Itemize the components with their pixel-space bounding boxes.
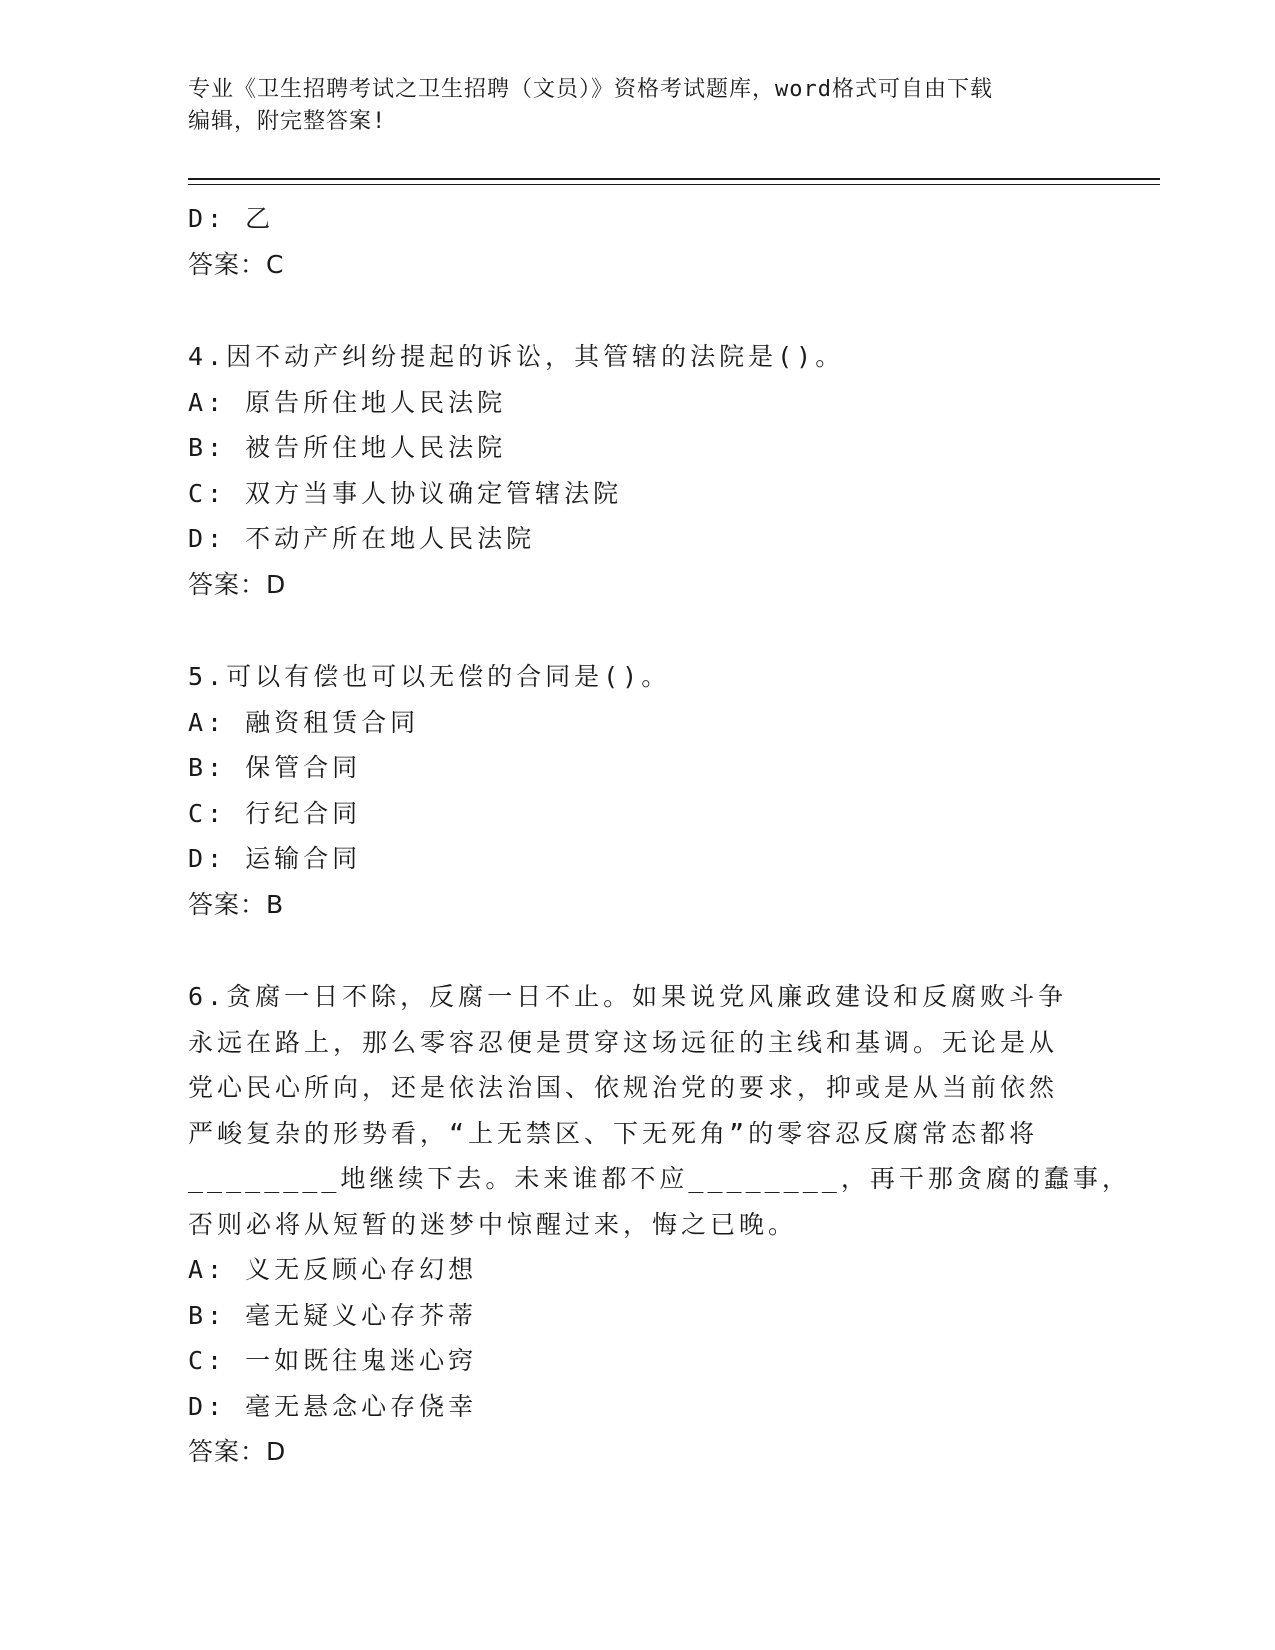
question-6 (188, 974, 1131, 1475)
answer-line: 答案：D (188, 1437, 287, 1466)
stem-line: 永远在路上，那么零容忍便是贯穿这场远征的主线和基调。无论是从 (188, 1027, 1059, 1057)
option-d: D: 毫无悬念心存侥幸 (188, 1391, 478, 1421)
question-stem: 4.因不动产纠纷提起的诉讼，其管辖的法院是()。 (188, 342, 845, 371)
stem-line: 否则必将从短暂的迷梦中惊醒过来，悔之已晚。 (188, 1209, 798, 1239)
option-d: D: 运输合同 (188, 844, 362, 873)
spacer (188, 607, 1088, 654)
option-b: B: 保管合同 (188, 753, 362, 782)
question-4 (188, 334, 1088, 607)
stem-line: ________地继续下去。未来谁都不应________，再干那贪腐的蠢事， (188, 1164, 1131, 1193)
option-d: D: 不动产所在地人民法院 (188, 524, 536, 553)
stem-line: 严峻复杂的形势看，“上无禁区、下无死角”的零容忍反腐常态都将 (188, 1118, 1039, 1148)
header-line-1: 专业《卫生招聘考试之卫生招聘（文员）》资格考试题库，word格式可自由下载 (188, 77, 993, 102)
option-a: A: 融资租赁合同 (188, 707, 420, 737)
answer-line: 答案：C (188, 249, 285, 279)
spacer (188, 287, 1088, 334)
option-c: C: 一如既往鬼迷心窍 (188, 1346, 478, 1375)
document-header (188, 74, 1088, 138)
stem-line: 党心民心所向，还是依法治国、依规治党的要求，抑或是从当前依然 (188, 1073, 1059, 1102)
answer-line: 答案：B (188, 889, 285, 919)
option-c: C: 双方当事人协议确定管辖法院 (188, 478, 623, 508)
question-5 (188, 654, 1088, 927)
question-list (188, 196, 1131, 1475)
option-b: B: 毫无疑义心存芥蒂 (188, 1300, 478, 1330)
header-divider-thick (188, 178, 1160, 180)
header-line-2: 编辑，附完整答案! (188, 109, 387, 134)
question-stem (188, 974, 1131, 1247)
option-a: A: 义无反顾心存幻想 (188, 1255, 478, 1284)
answer-line: 答案：D (188, 569, 287, 599)
question-stem: 5.可以有偿也可以无偿的合同是()。 (188, 662, 671, 691)
option-c: C: 行纪合同 (188, 798, 362, 828)
question-3-tail (188, 196, 1088, 287)
option-d: D: 乙 (188, 204, 275, 233)
header-divider-thin (188, 184, 1160, 185)
spacer (188, 927, 1088, 974)
stem-line: 6.贪腐一日不除，反腐一日不止。如果说党风廉政建设和反腐败斗争 (188, 982, 1068, 1011)
option-a: A: 原告所住地人民法院 (188, 387, 507, 417)
option-b: B: 被告所住地人民法院 (188, 433, 507, 462)
